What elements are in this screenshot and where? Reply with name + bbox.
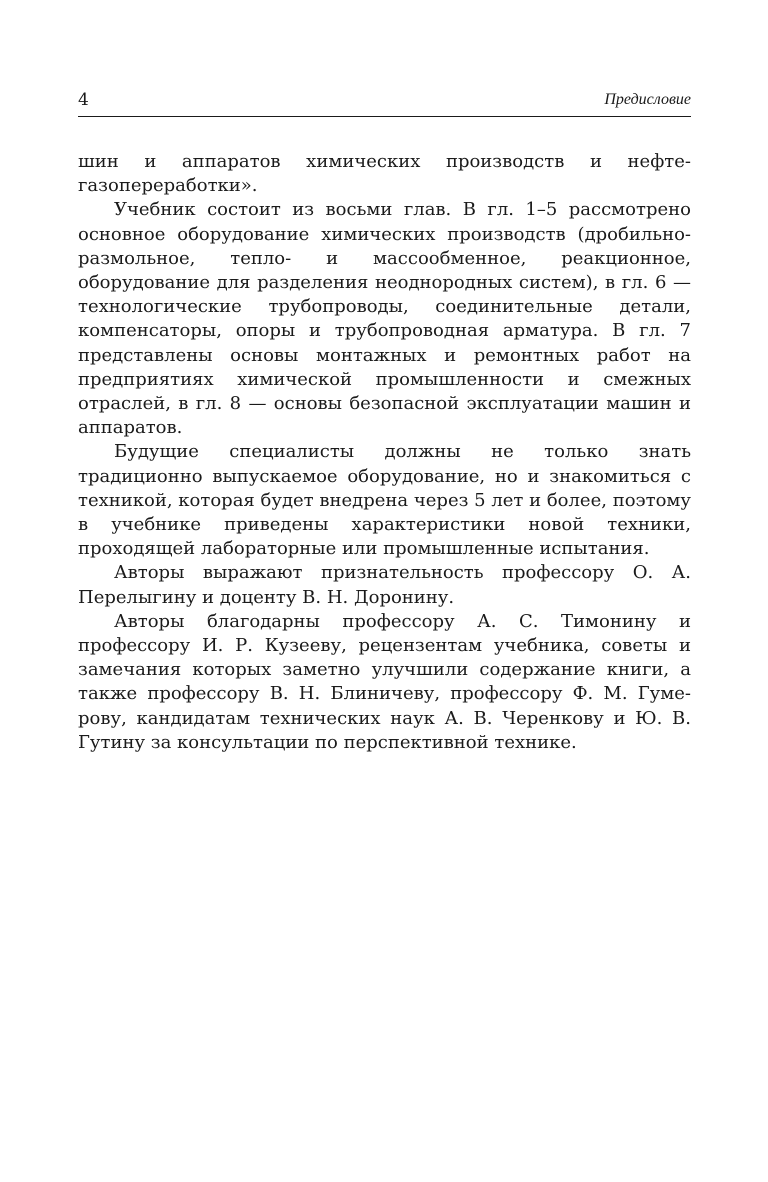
paragraph-acknowledgement-1: Авторы выражают признательность профессору О. А. Перелыгину и доценту В. Н. Доронину. [78,562,691,608]
running-title: Предисловие [604,91,691,108]
body-text [78,150,691,755]
page-header [78,86,691,117]
paragraph-continuation: шин и аппаратов химических производств и нефтегазопереработки». [78,151,691,197]
page-number: 4 [78,90,89,110]
paragraph-book-structure: Учебник состоит из восьми глав. В гл. 1–5 рассмотрено основное оборудование химических производств (дробильно-размольное, тепло- и массообменное, реакционное, оборудование для разделения неоднородных систем), в гл. 6 — технологические трубопроводы, соединительные детали, компенсаторы, опоры и трубопроводная арматура. В гл. 7 представлены основы монтажных и ремонтных работ на предприятиях химической промышленности и смежных отраслей, в гл. 8 — основы безопасной эксплуатации машин и аппаратов. [78,199,691,439]
paragraph-future-specialists: Будущие специалисты должны не только знать традиционно выпускаемое оборудование, но и знакомиться с техникой, которая будет внедрена через 5 лет и более, поэтому в учебнике приведены характеристики новой техники, проходящей лабораторные или промышленные испытания. [78,441,691,560]
paragraph-acknowledgement-2: Авторы благодарны профессору А. С. Тимонину и профессору И. Р. Кузееву, рецензентам учебника, советы и замечания которых заметно улучшили содержание книги, а также профессору В. Н. Блиничеву, профессору Ф. М. Гумерову, кандидатам технических наук А. В. Черенкову и Ю. В. Гутину за консультации по перспективной технике. [78,610,691,753]
